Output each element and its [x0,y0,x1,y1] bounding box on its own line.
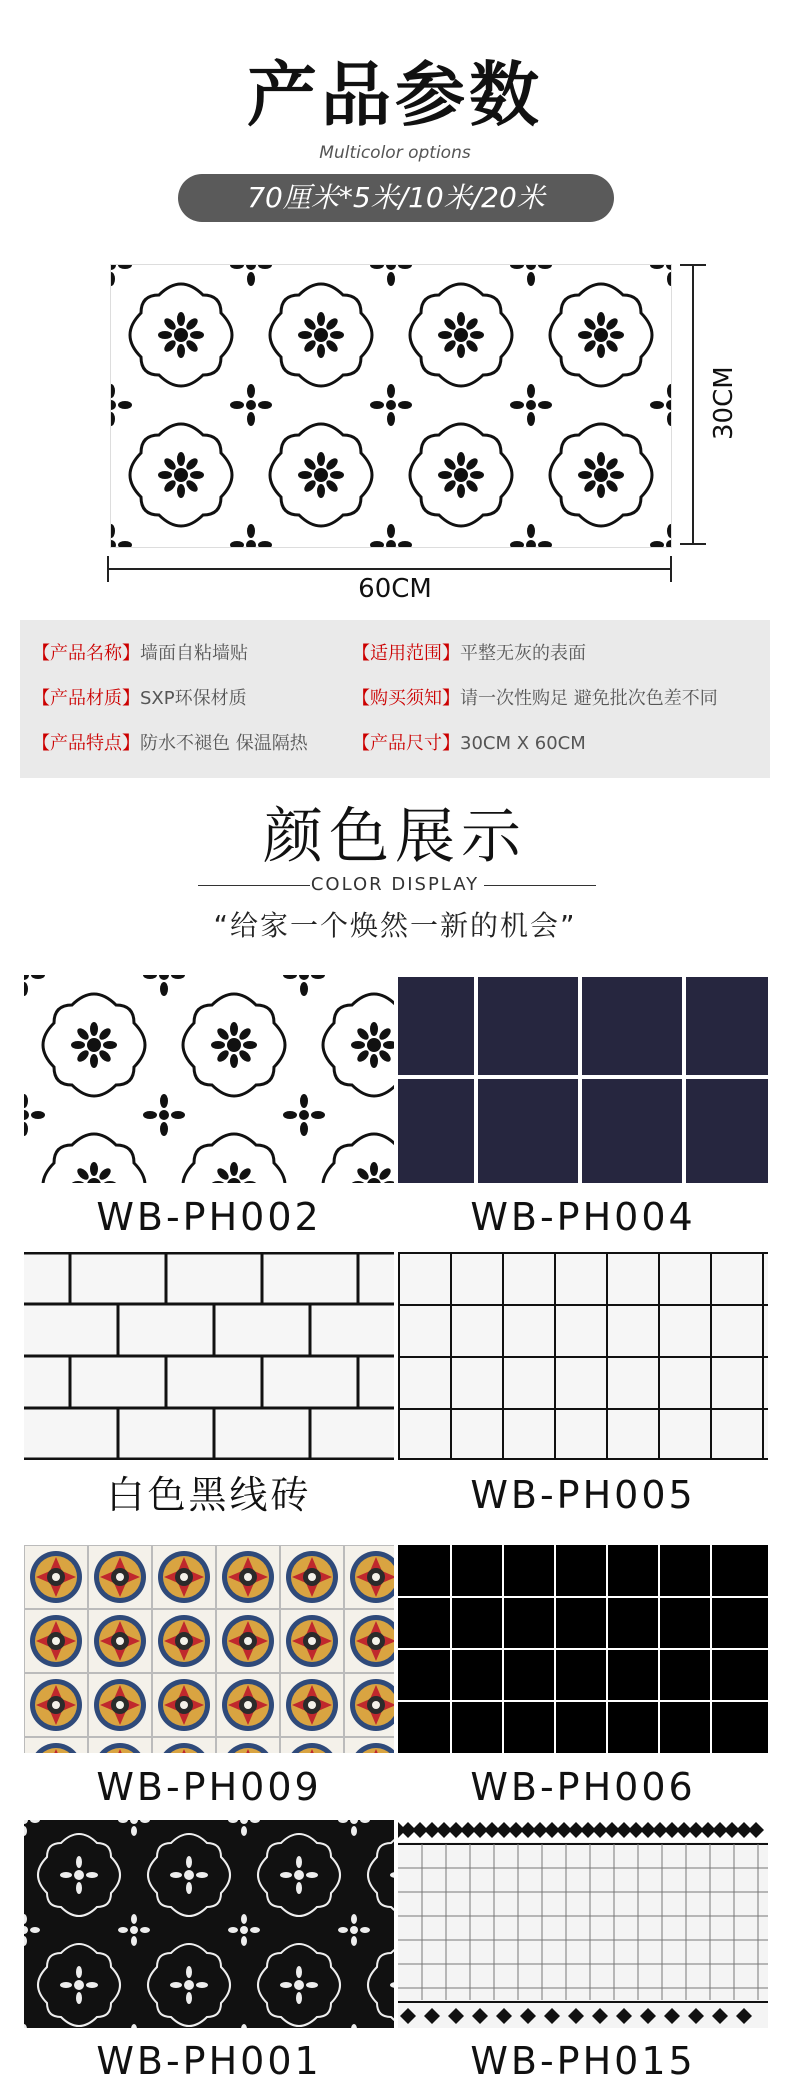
height-dimension-line [692,265,694,545]
spec-value: 请一次性购足 避免批次色差不同 [460,688,718,709]
product-label: WB-PH001 [96,2039,322,2083]
swatch-wb-ph001[interactable] [24,1820,394,2028]
spec-size [352,732,586,756]
color-display-slogan: “给家一个焕然一新的机会” [213,909,577,942]
spec-value: 防水不褪色 保温隔热 [140,733,308,754]
page-title: 产品参数 [247,54,543,136]
spec-key: 【产品名称】 [32,643,140,664]
spec-key: 【购买须知】 [352,688,460,709]
spec-product-name [32,642,248,666]
swatch-wb-ph009[interactable] [24,1545,394,1753]
height-dimension-cap-bottom [680,543,706,545]
spec-value: SXP环保材质 [140,688,247,709]
spec-value: 30CM X 60CM [460,733,586,754]
spec-purchase-note [352,687,718,711]
spec-value: 墙面自粘墙贴 [140,643,248,664]
width-dimension-cap-right [670,556,672,582]
width-dimension-label: 60CM [358,574,432,604]
product-label: WB-PH006 [470,1765,696,1809]
size-options-pill: 70厘米*5米/10米/20米 [178,174,614,222]
spec-key: 【产品特点】 [32,733,140,754]
spec-key: 【产品尺寸】 [352,733,460,754]
spec-features [32,732,308,756]
product-label: 白色黑线砖 [106,1473,312,1517]
spec-material [32,687,247,711]
color-display-title: 颜色展示 [263,802,527,872]
swatch-wb-ph015[interactable] [398,1820,768,2028]
swatch-wb-ph006[interactable] [398,1545,768,1753]
swatch-wb-ph005[interactable] [398,1252,768,1460]
main-pattern-preview [110,264,672,548]
page-subtitle: Multicolor options [319,143,471,163]
swatch-white-brick[interactable] [24,1252,394,1460]
product-label: WB-PH015 [470,2039,696,2083]
product-label: WB-PH005 [470,1473,696,1517]
color-display-subtitle: COLOR DISPLAY [310,874,480,895]
swatch-wb-ph004[interactable] [398,975,768,1183]
height-dimension-cap-top [680,264,706,266]
swatch-wb-ph002[interactable] [24,975,394,1183]
height-dimension-label: 30CM [709,366,739,440]
width-dimension-line [108,568,672,570]
product-label: WB-PH004 [470,1195,696,1239]
width-dimension-cap-left [107,556,109,582]
spec-table [20,620,770,778]
spec-application [352,642,586,666]
product-label: WB-PH009 [96,1765,322,1809]
spec-key: 【适用范围】 [352,643,460,664]
spec-key: 【产品材质】 [32,688,140,709]
product-label: WB-PH002 [96,1195,322,1239]
spec-value: 平整无灰的表面 [460,643,586,664]
